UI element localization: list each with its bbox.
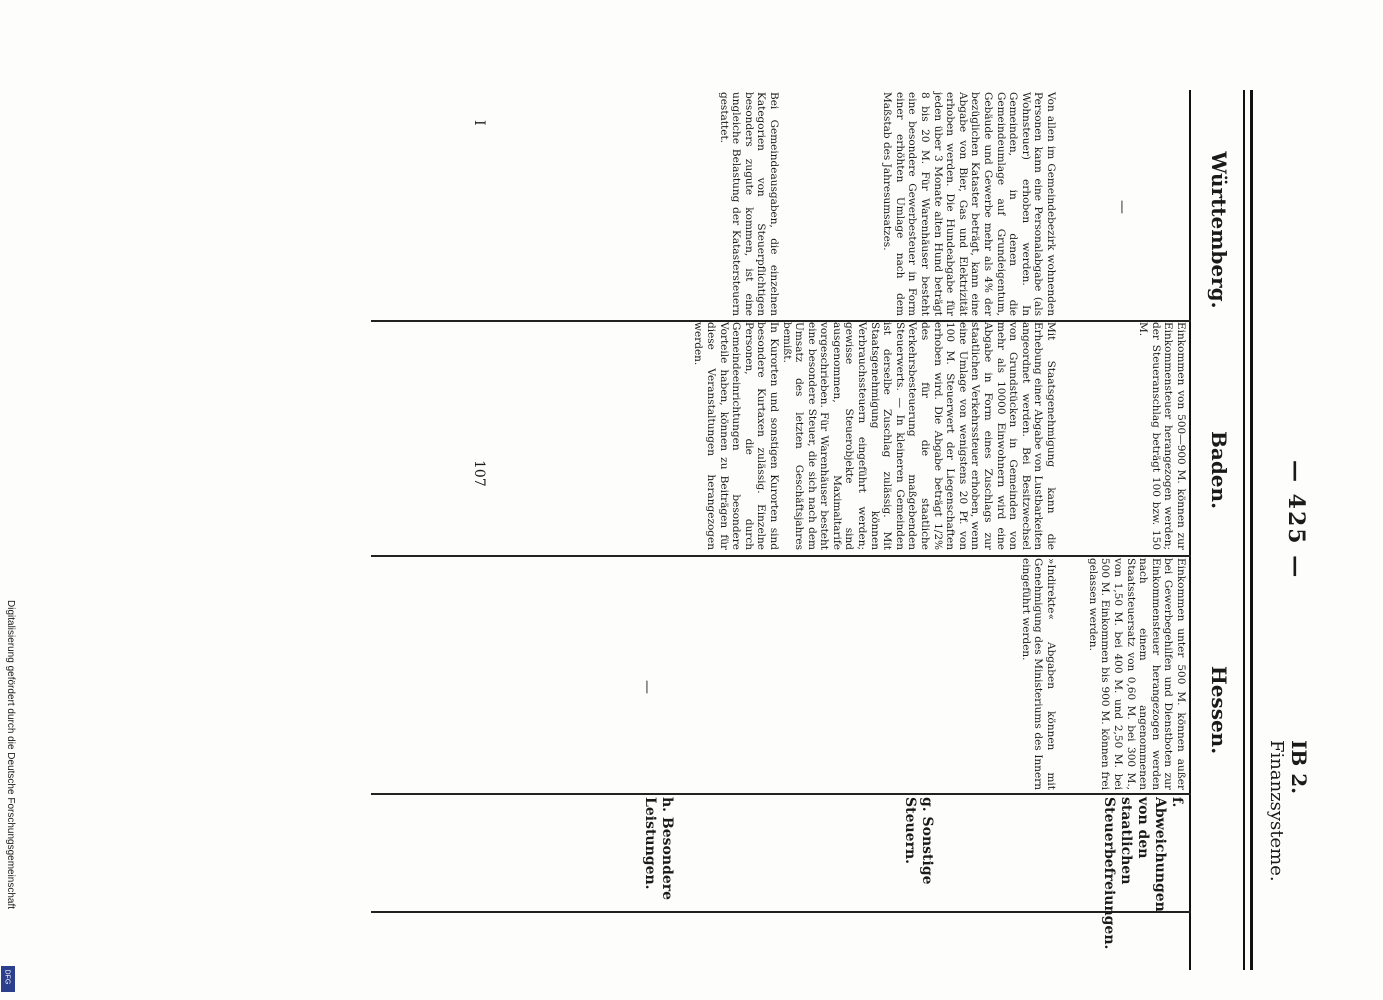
cell-wuerttemberg-f: — xyxy=(1114,200,1130,214)
section-tag xyxy=(1266,740,1311,940)
section-title: Finanzsysteme. xyxy=(1266,740,1287,882)
header-rule xyxy=(1189,90,1191,970)
column-divider xyxy=(371,793,1191,795)
margin-note-number: 107 xyxy=(471,460,487,487)
header-baden: Baden. xyxy=(1207,430,1231,510)
digitization-credit xyxy=(2,600,18,995)
dfg-logo: DFG xyxy=(1,966,15,992)
row-label-g: g. Sonstige Steuern. xyxy=(902,797,935,885)
column-divider xyxy=(371,911,1191,913)
header-wuerttemberg: Württemberg. xyxy=(1207,151,1231,309)
rotated-table-page xyxy=(135,60,1315,950)
cell-wuerttemberg-g: Von allen im Gemeindebezirk wohnenden Personen kann eine Personalabgabe (als Wohnsteuer) erhoben werden. In Gemeinden, in denen die Gemeindeumlage auf Grundeigentum, Gebäude und Gewerbe mehr als 4% der bezüglichen Kataster beträgt, kann eine Abgabe von Bier, Gas und Elektrizität erhoben werden. Die Hundeabgabe für jeden über 3 Monate alten Hund beträgt 8 bis 20 M. Für Warenhäuser besteht eine besondere Gewerbesteuer in Form einer erhöhten Umlage nach dem Maßstab des Jahresumsatzes. xyxy=(881,92,1057,316)
cell-hessen-h: — xyxy=(639,680,655,694)
row-label-h: h. Besondere Leistungen. xyxy=(642,797,675,901)
cell-baden-f: Einkommen von 500—900 M. können zur Einkommensteuer herangezogen werden; der Steueranschlag beträgt 100 bzw. 150 M. xyxy=(1137,322,1187,550)
cell-hessen-g: »Indirekte« Abgaben können mit Genehmigung des Ministeriums des Innern eingeführt werden. xyxy=(1019,558,1057,790)
header-hessen: Hessen. xyxy=(1207,665,1231,755)
margin-note-roman: I xyxy=(471,120,487,126)
page-number: — 425 — xyxy=(1283,460,1309,580)
cell-baden-g: Mit Staatsgenehmigung kann die Erhebung einer Abgabe von Lustbarkeiten angeordnet werden. Bei Besitzwechsel von Grundstücken in Gemeinden von mehr als 10000 Einwohnern wird eine Abgabe in Form eines Zuschlags zur staatlichen Verkehrssteuer erhoben, wenn eine Umlage von wenigstens 20 Pf. von 100 M. Steuerwert der Liegenschaften erhoben wird. Die Abgabe beträgt 1/2% des für die staatliche Verkehrsbesteuerung maßgebenden Steuerwerts. — In kleineren Gemeinden ist derselbe Zuschlag zulässig. Mit Staatsgenehmigung können Verbrauchssteuern eingeführt werden; gewisse Steuerobjekte sind ausgenommen, Maximaltarife vorgeschrieben. Für Warenhäuser besteht eine besondere Steuer, die sich nach dem Umsatz des letzten Geschäftsjahres bemißt. xyxy=(780,322,1057,550)
section-number: IB 2. xyxy=(1287,740,1311,795)
top-rule-thin xyxy=(1244,90,1246,970)
top-rule xyxy=(1250,90,1253,970)
cell-baden-h: In Kurorten und sonstigen Kurorten sind besondere Kurtaxen zulässig. Einzelne Personen, die durch Gemeindeeinrichtungen besondere Vorteile haben, können zu Beiträgen für diese Veranstaltungen herangezogen werden. xyxy=(692,322,780,550)
cell-hessen-f: Einkommen unter 500 M. können außer bei Gewerbegehilfen und Dienstboten zur Einkommensteuer herangezogen werden nach einem angenommenen Staatssteuersatz von 0,60 M. bei 300 M., von 1,50 M. bei 400 M. und 2,50 M. bei 500 M. Einkommen bis 900 M. können frei gelassen werden. xyxy=(1086,558,1187,790)
cell-wuerttemberg-h: Bei Gemeindeausgaben, die einzelnen Kategorien von Steuerpflichtigen besonders zugute kommen, ist eine ungleiche Belastung der Katastersteuern gestattet. xyxy=(717,92,780,316)
running-head xyxy=(1266,60,1315,940)
column-divider xyxy=(371,555,1191,557)
credit-text: Digitalisierung gefördert durch die Deutsche Forschungsgemeinschaft xyxy=(5,600,16,910)
row-label-f: f. Abweichungen von den staatlichen Steuerbefreiungen. xyxy=(1101,797,1185,950)
